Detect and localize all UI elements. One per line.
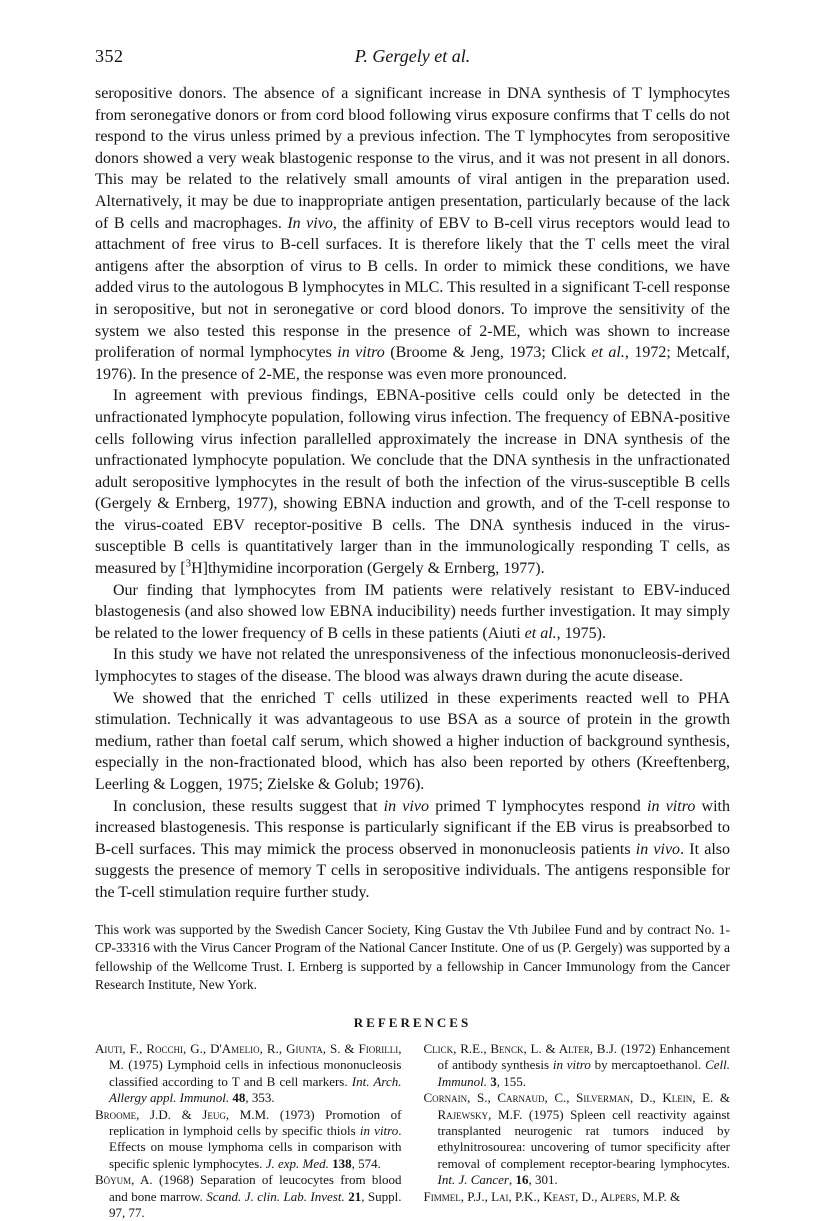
text-segment: Scand. J. clin. Lab. Invest.: [206, 1188, 345, 1204]
text-segment: Int. Arch. Allergy appl. Immunol.: [109, 1073, 402, 1106]
acknowledgment-text: This work was supported by the Swedish Cancer Society, King Gustav the Vth Jubilee Fund and by contract No. 1-CP-33316 with the Virus Cancer Program of the National Cancer Institute. One of us (P. Gergely) was supported by a fellowship of the Wellcome Trust. I. Ernberg is supported by a fellowship in Cancer Immunology from the Cancer Research Institute, New York.: [95, 921, 730, 993]
running-title: P. Gergely et al.: [354, 46, 471, 66]
text-segment: Böyum, A.: [95, 1172, 153, 1188]
text-segment: in vitro: [359, 1122, 399, 1138]
text-segment: Cell. Immunol.: [437, 1057, 730, 1089]
body-paragraph: In agreement with previous findings, EBNA-positive cells could only be detected in the unfractionated lymphocyte population, following virus infection. The frequency of EBNA-positive cells following virus infection parallelled approximately the increase in DNA synthesis of the unfractionated lymphocyte population. We conclude that the DNA synthesis in the unfractionated adult seropositive lymphocytes in the result of both the infection of the virus-susceptible B cells (Gergely & Ernberg, 1977), showing EBNA induction and growth, and of the T-cell response to the virus-coated EBV receptor-positive B cells. The DNA synthesis induced in the virus-susceptible B cells is quantitatively larger than in the immunologically responding T cells, as measured by [$^3$H]thymidine incorporation (Gergely & Ernberg, 1977).: [95, 387, 730, 578]
text-segment: Click, R.E., Benck, L. & Alter, B.J.: [423, 1040, 618, 1056]
reference-entry: Click, R.E., Benck, L. & Alter, B.J. (1972) Enhancement of antibody synthesis in vitro by mercaptoethanol. Cell. Immunol. 3, 155.: [423, 1040, 731, 1089]
acknowledgment-section: [95, 921, 730, 995]
text-segment: 48: [232, 1090, 246, 1106]
text-segment: et al.: [591, 344, 625, 362]
body-paragraph: In this study we have not related the unresponsiveness of the infectious mononucleosis-derived lymphocytes to stages of the disease. The blood was always drawn during the acute disease.: [95, 646, 730, 686]
page-number: 352: [95, 46, 124, 66]
page-header: [95, 46, 730, 72]
references-columns: [95, 1041, 730, 1221]
body-paragraph: We showed that the enriched T cells utilized in these experiments reacted well to PHA stimulation. Technically it was advantageous to use BSA as a source of protein in the growth medium, rather than foetal calf serum, which showed a higher induction of background synthesis, especially in the non-fractionated blood, which has also been reported by others (Kreeftenberg, Leerling & Loggen, 1975; Zielske & Golub; 1976).: [95, 689, 730, 793]
text-segment: in vitro: [337, 344, 385, 362]
text-segment: Broome, J.D. & Jeug, M.M.: [95, 1106, 270, 1122]
text-segment: et al.: [524, 624, 557, 642]
text-segment: J. exp. Med.: [265, 1155, 329, 1171]
text-segment: 21: [348, 1188, 362, 1204]
text-segment: 3: [185, 557, 192, 570]
references-section: [95, 1015, 730, 1221]
text-segment: Cornain, S., Carnaud, C., Silverman, D., Klein, E. & Rajewsky, M.F.: [423, 1090, 730, 1122]
references-heading: REFERENCES: [353, 1014, 472, 1030]
text-segment: in vivo: [635, 840, 681, 858]
body-paragraph: Our finding that lymphocytes from IM patients were relatively resistant to EBV-induced blastogenesis (and also showed low EBNA inducibility) needs further investigation. It may simply be related to the lower frequency of B cells in these patients (Aiuti et al., 1975).: [95, 581, 730, 642]
text-segment: 3: [490, 1073, 497, 1089]
reference-entry: Böyum, A. (1968) Separation of leucocytes from blood and bone marrow. Scand. J. clin. Lab. Invest. 21, Suppl. 97, 77.: [95, 1172, 402, 1220]
reference-entry: [424, 1189, 731, 1205]
text-segment: in vivo: [383, 797, 429, 815]
reference-entry: Cornain, S., Carnaud, C., Silverman, D., Klein, E. & Rajewsky, M.F. (1975) Spleen cell reactivity against transplanted neurogenic rat tumors induced by ethylnitrosourea: uncovering of tumor specificity after removal of complement receptor-bearing lymphocytes. Int. J. Cancer, 16, 301.: [423, 1090, 731, 1188]
body-paragraph: In conclusion, these results suggest that in vivo primed T lymphocytes respond in vitro with increased blastogenesis. This response is particularly significant if the EB virus is preabsorbed to B-cell surfaces. This may mimick the process observed in mononucleosis patients in vivo. It also suggests the presence of memory T cells in seropositive individuals. The antigens responsible for the T-cell stimulation require further study.: [95, 797, 731, 901]
references-column-right: [424, 1041, 731, 1221]
text-segment: Aiuti, F., Rocchi, G., D'Amelio, R., Giunta, S. & Fiorilli, M.: [95, 1040, 402, 1073]
reference-entry: Aiuti, F., Rocchi, G., D'Amelio, R., Giunta, S. & Fiorilli, M. (1975) Lymphoid cells in infectious mononucleosis classified according to T and B cell markers. Int. Arch. Allergy appl. Immunol. 48, 353.: [95, 1040, 402, 1106]
text-segment: in vitro: [552, 1057, 591, 1073]
body-paragraph: seropositive donors. The absence of a significant increase in DNA synthesis of T lymphocytes from seronegative donors or from cord blood following virus exposure confirms that T cells do not respond to the virus unless primed by a previous infection. The T lymphocytes from seropositive donors showed a very weak blastogenic response to the virus, and it was not present in all donors. This may be related to the relatively small amounts of viral antigen in the preparation used. Alternatively, it may be due to inappropriate antigen presentation, particularly because of the lack of B cells and macrophages. In vivo, the affinity of EBV to B-cell virus receptors would lead to attachment of free virus to B-cell surfaces. It is therefore likely that the T cells meet the viral antigens after the absorption of virus to B cells. In order to mimick these conditions, we have added virus to the autologous B lymphocytes in MLC. This resulted in a significant T-cell response in seropositive, but not in seronegative or cord blood donors. To improve the sensitivity of the system we also tested this response in the presence of 2-ME, which was shown to increase proliferation of normal lymphocytes in vitro (Broome & Jeng, 1973; Click et al., 1972; Metcalf, 1976). In the presence of 2-ME, the response was even more pronounced.: [95, 85, 731, 383]
text-segment: In vivo: [287, 214, 333, 232]
article-body: [95, 83, 730, 904]
text-segment: Fimmel, P.J., Lai, P.K., Keast, D., Alpers, M.P. &: [423, 1188, 681, 1204]
text-segment: in vitro: [647, 797, 696, 815]
text-segment: Int. J. Cancer: [437, 1172, 509, 1188]
text-segment: 16: [515, 1172, 529, 1188]
text-segment: 138: [332, 1155, 352, 1171]
references-column-left: [95, 1041, 402, 1221]
reference-entry: Broome, J.D. & Jeug, M.M. (1973) Promotion of replication in lymphoid cells by specific thiols in vitro. Effects on mouse lymphoma cells in comparison with specific splenic lymphocytes. J. exp. Med. 138, 574.: [95, 1106, 402, 1171]
